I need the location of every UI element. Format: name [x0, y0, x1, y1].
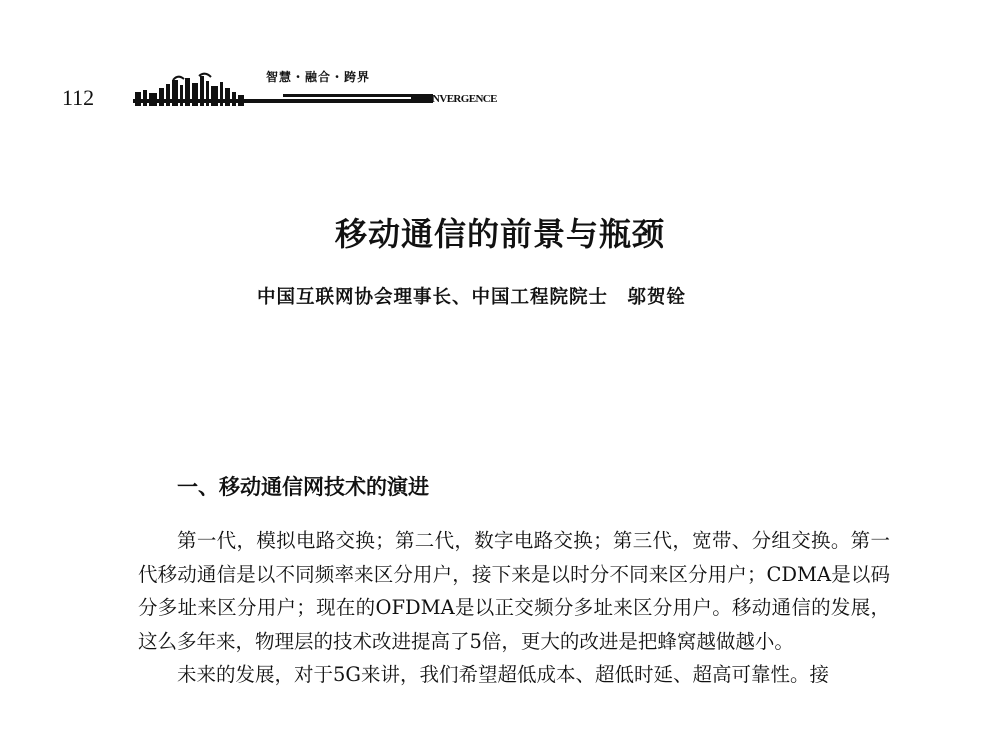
- banner-title-cn: 智慧・融合・跨界: [266, 70, 371, 84]
- page-number: 112: [62, 85, 95, 110]
- body-text: [138, 524, 890, 692]
- paragraph: 第一代，模拟电路交换；第二代，数字电路交换；第三代，宽带、分组交换。第一代移动通信是以不同频率来区分用户，接下来是以时分不同来区分用户；CDMA是以码分多址来区分用户；现在的OFDMA是以正交频分多址来区分用户。移动通信的发展，这么多年来，物理层的技术改进提高了5倍，更大的改进是把蜂窝越做越小。: [138, 529, 890, 653]
- article-title: 移动通信的前景与瓶颈: [334, 215, 665, 253]
- author-line: 中国互联网协会理事长、中国工程院院士 邬贺铨: [257, 287, 687, 308]
- paragraph: 未来的发展，对于5G来讲，我们希望超低成本、超低时延、超高可靠性。接: [177, 663, 829, 687]
- banner-title-en: NVERGENCE: [432, 93, 497, 105]
- section-heading: 一、移动通信网技术的演进: [177, 475, 429, 499]
